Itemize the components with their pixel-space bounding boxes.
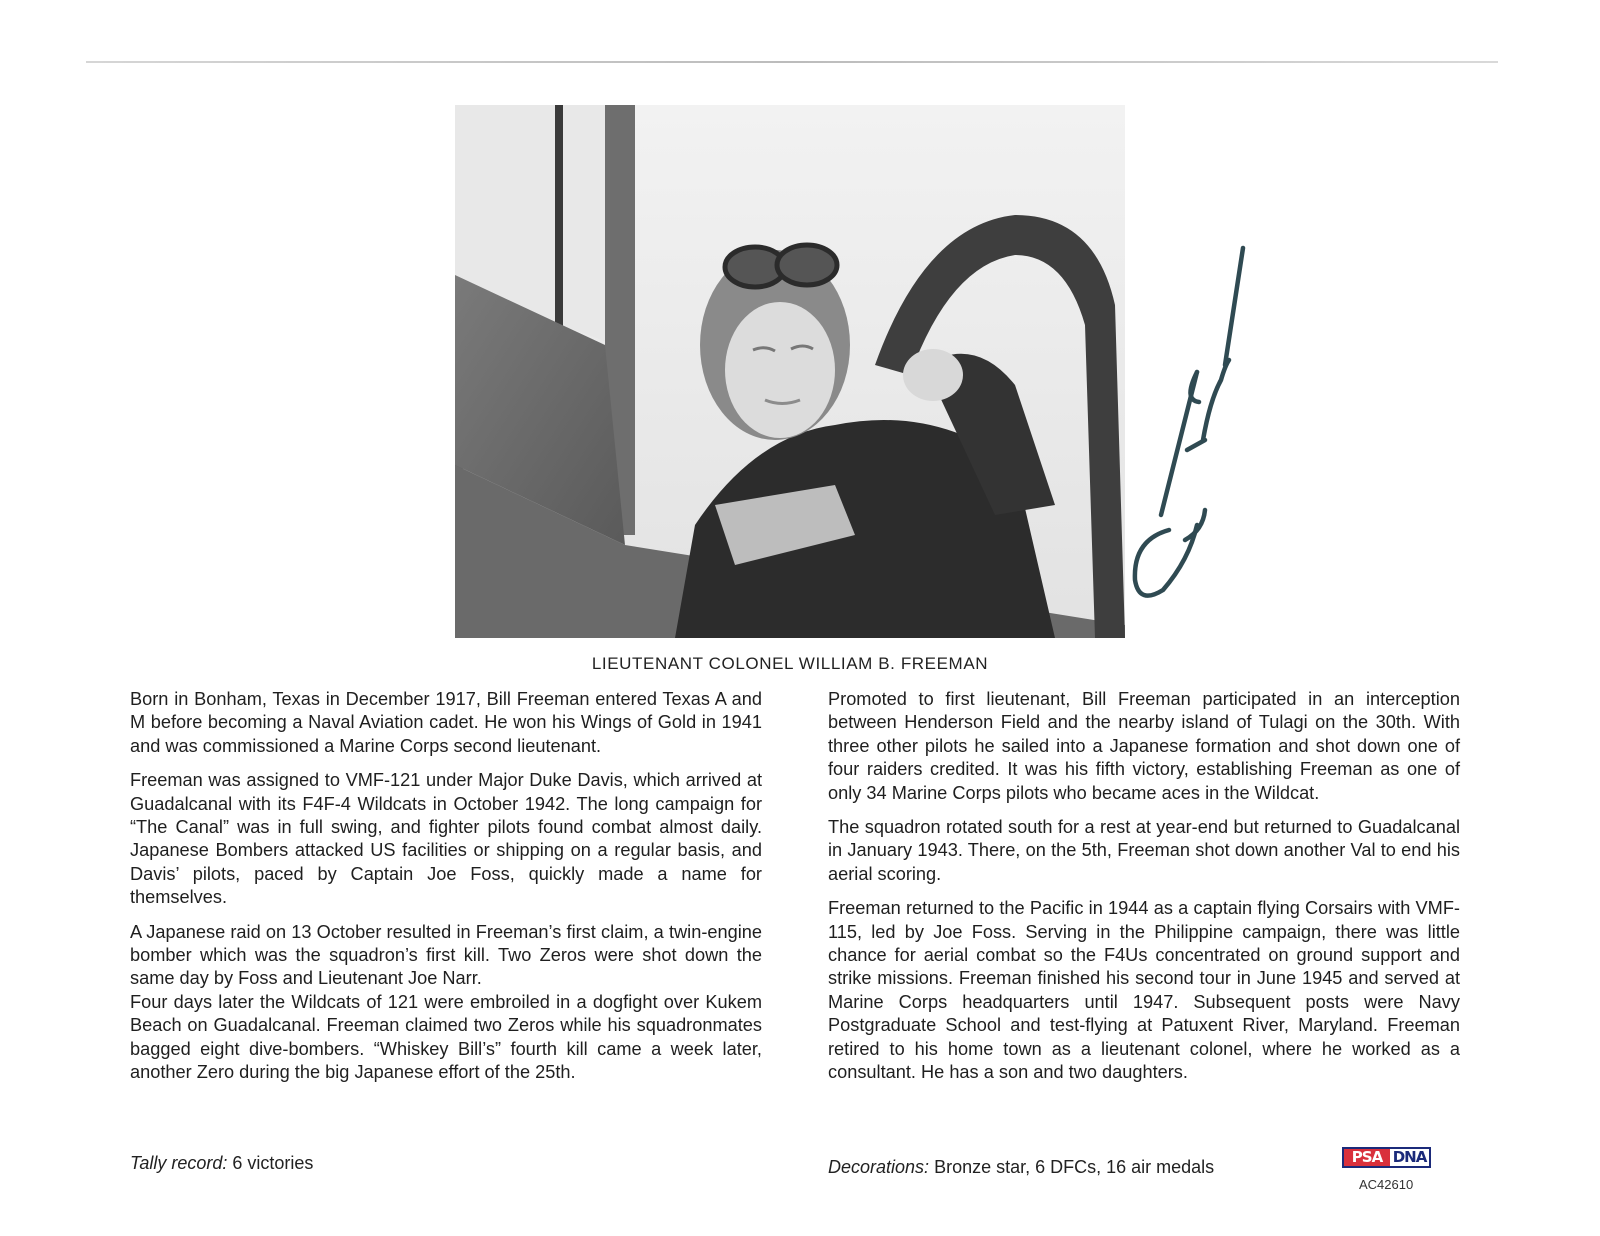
biography-paragraph: The squadron rotated south for a rest at year-end but returned to Guadalcanal in January 1943. There, on the 5th, Freeman shot down another Val to end his aerial scoring. <box>828 817 1460 884</box>
left-column <box>130 688 762 1096</box>
decorations-value: Bronze star, 6 DFCs, 16 air medals <box>934 1157 1215 1177</box>
psa-dna-logo <box>1342 1147 1431 1168</box>
autograph-signature <box>1125 240 1265 620</box>
right-column <box>828 688 1460 1096</box>
biography-paragraph: A Japanese raid on 13 October resulted in Freeman’s first claim, a twin-engine bomber which was the squadron’s first kill. Two Zeros were shot down the same day by Foss and Lieutenant Joe Narr. <box>130 921 762 989</box>
tally-label: Tally record: <box>130 1153 228 1173</box>
tally-value: 6 victories <box>232 1153 314 1173</box>
cockpit-photo-image <box>455 105 1125 638</box>
biography-paragraph: Four days later the Wildcats of 121 were embroiled in a dogfight over Kukem Beach on Guadalcanal. Freeman claimed two Zeros while his squadronmates bagged eight dive-bombers. “Whiskey Bill’s” fourth kill came a week later, another Zero during the big Japanese effort of the 25th. <box>130 991 762 1083</box>
certification-id: AC42610 <box>1359 1177 1414 1192</box>
decorations-label: Decorations: <box>828 1157 930 1177</box>
tally-record <box>130 1153 313 1174</box>
biography-paragraph: Freeman returned to the Pacific in 1944 as a captain flying Corsairs with VMF-115, led by Joe Foss. Serving in the Philippine campaign, there was little chance for aerial combat so the F4Us concentrated on ground support and strike missions. Freeman finished his second tour in June 1945 and served at Marine Corps headquarters until 1947. Subsequent posts were Navy Postgraduate School and test-flying at Patuxent River, Maryland. Freeman retired to his home town as a lieutenant colonel, where he worked as a consultant. He has a son and two daughters. <box>828 898 1460 1083</box>
photo-caption: LIEUTENANT COLONEL WILLIAM B. FREEMAN <box>591 654 989 673</box>
top-divider <box>86 61 1498 63</box>
biography-paragraph: Promoted to first lieutenant, Bill Freeman participated in an interception between Henderson Field and the nearby island of Tulagi on the 30th. With three other pilots he sailed into a Japanese formation and shot down one of four raiders credited. It was his fifth victory, establishing Freeman as one of only 34 Marine Corps pilots who became aces in the Wildcat. <box>828 689 1460 803</box>
decorations <box>828 1157 1214 1178</box>
biography-paragraph: Born in Bonham, Texas in December 1917, Bill Freeman entered Texas A and M before becoming a Naval Aviation cadet. He won his Wings of Gold in 1941 and was commissioned a Marine Corps second lieutenant. <box>130 689 762 756</box>
psa-logo-text: PSA <box>1344 1149 1390 1166</box>
dna-logo-text: DNA <box>1390 1149 1429 1166</box>
pilot-photo <box>455 105 1125 638</box>
biography-paragraph: Freeman was assigned to VMF-121 under Major Duke Davis, which arrived at Guadalcanal with its F4F-4 Wildcats in October 1942. The long campaign for “The Canal” was in full swing, and fighter pilots found combat almost daily. Japanese Bombers attacked US facilities or shipping on a regular basis, and Davis’ pilots, paced by Captain Joe Foss, quickly made a name for themselves. <box>130 770 762 908</box>
